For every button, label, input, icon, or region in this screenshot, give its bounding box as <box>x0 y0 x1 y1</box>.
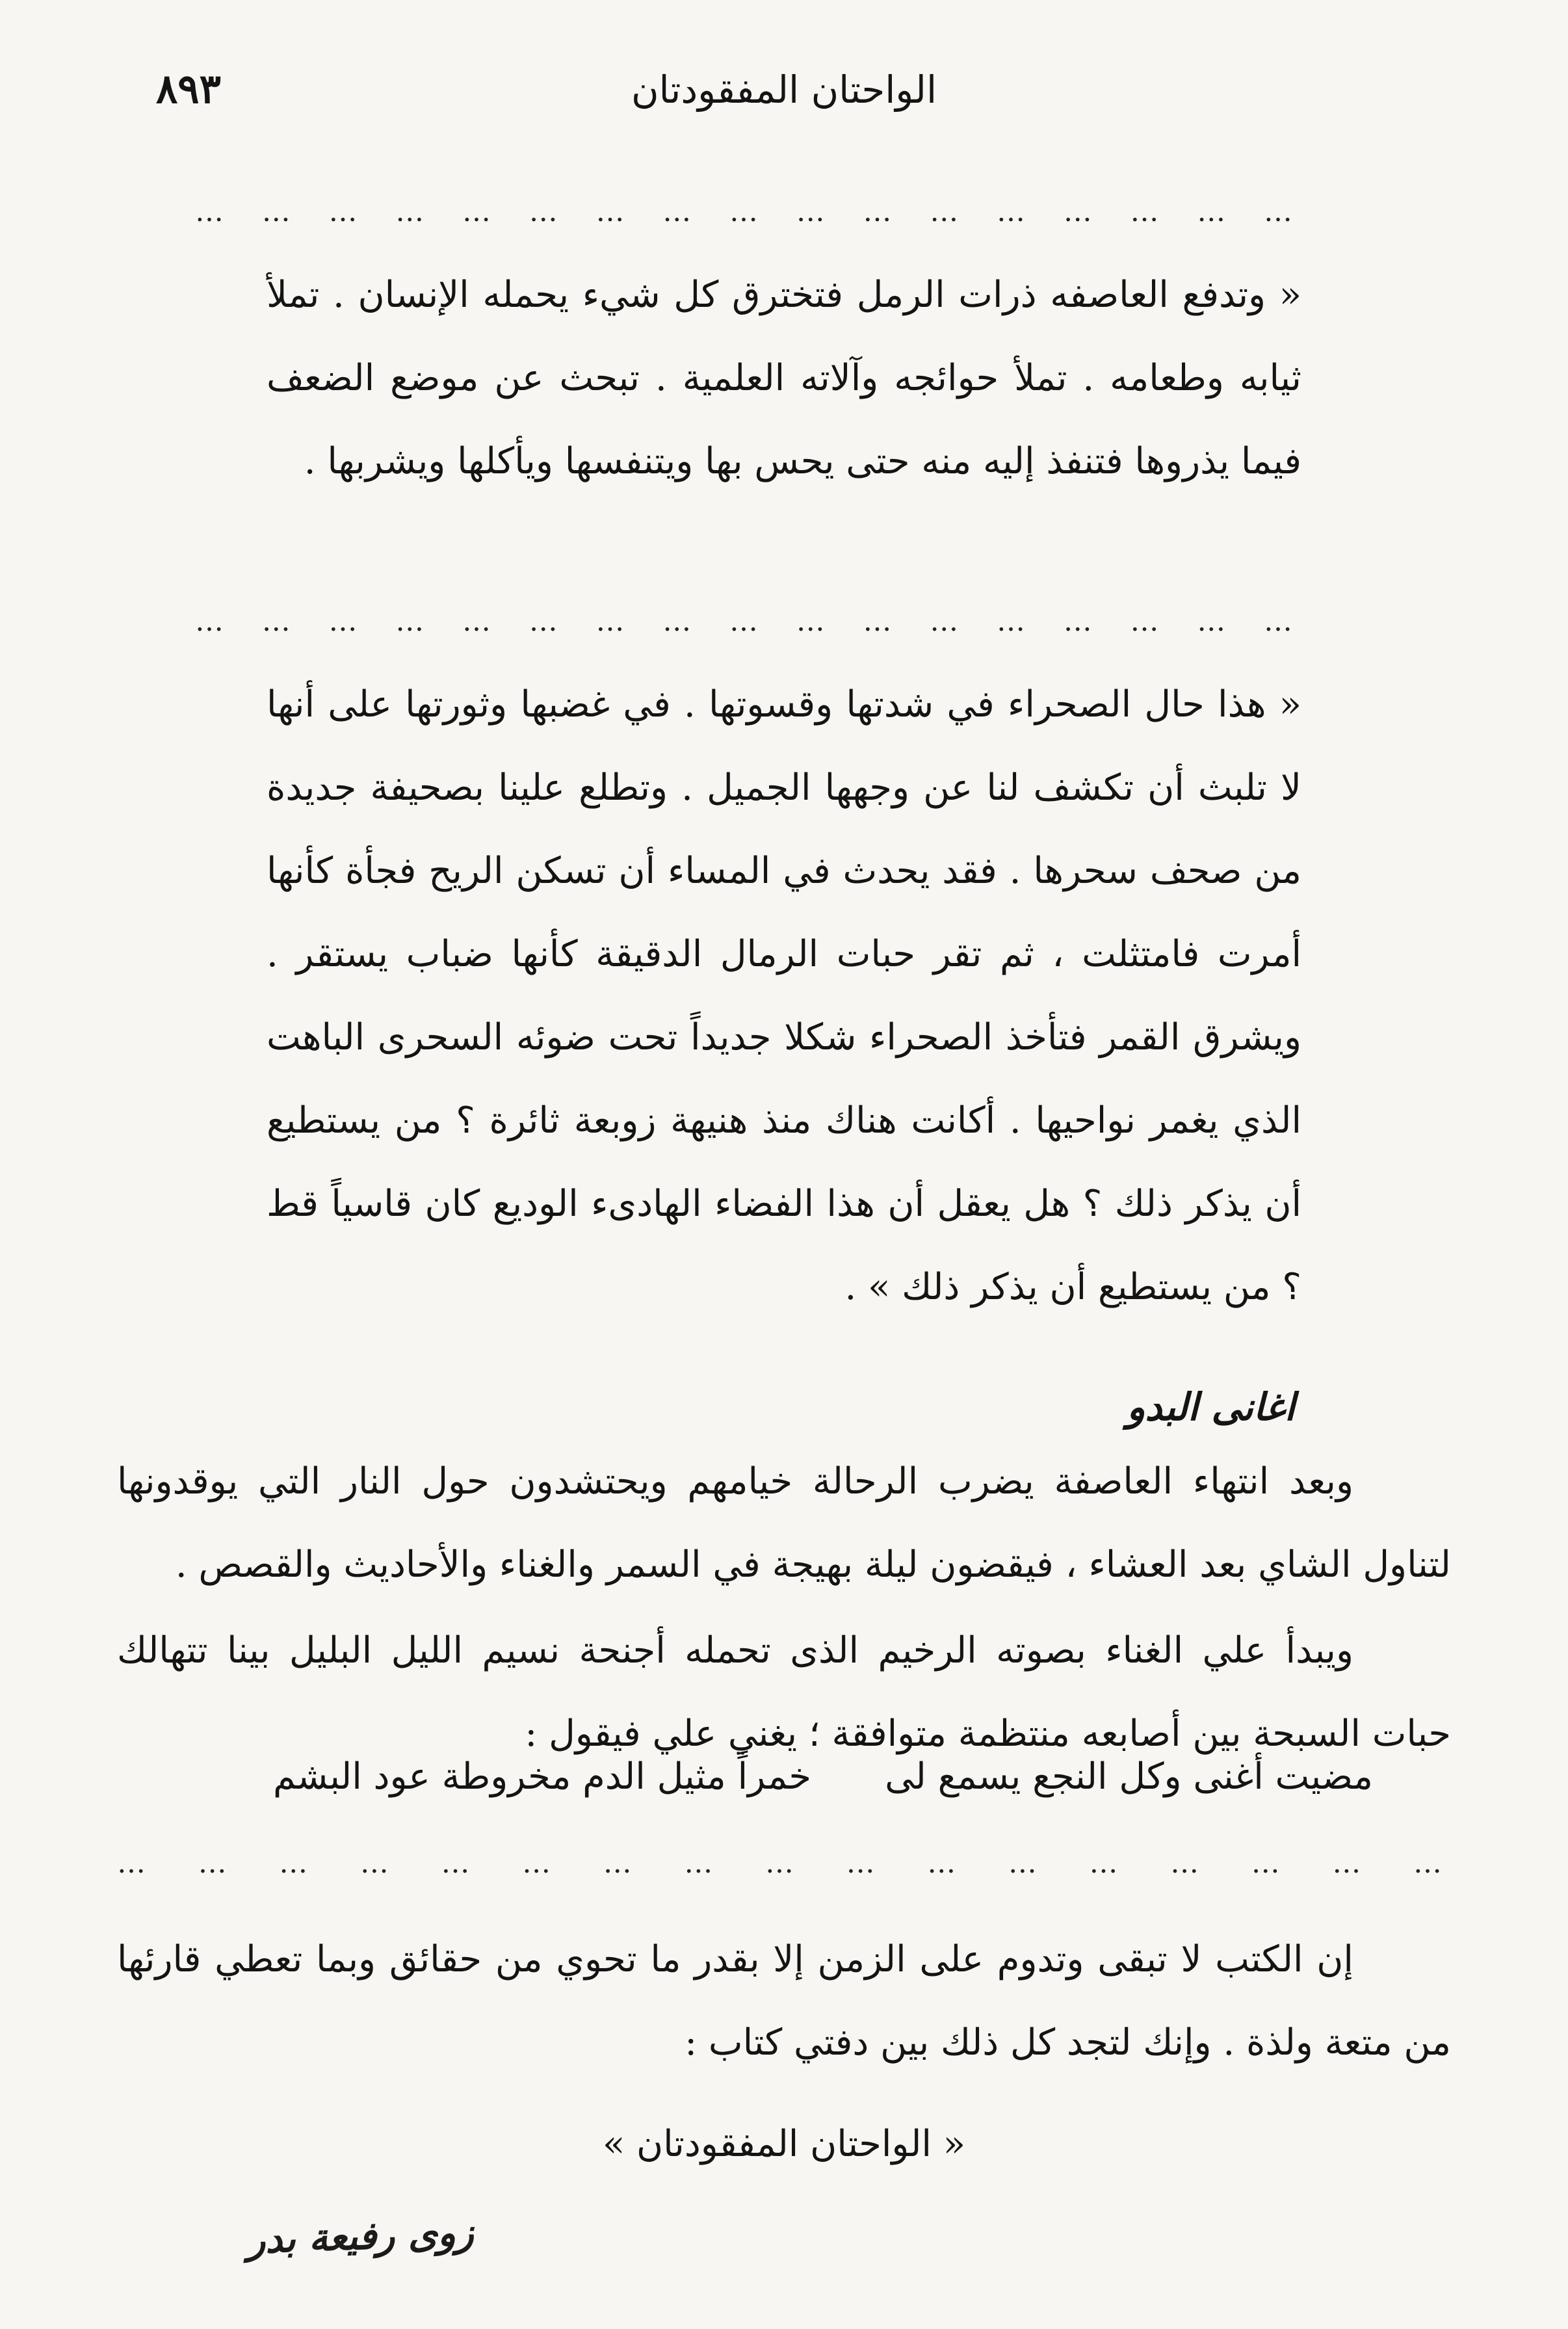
quote-paragraph: « هذا حال الصحراء في شدتها وقسوتها . في غضبها وثورتها على أنها لا تلبث أن تكشف لنا عن وجهها الجميل . وتطلع علينا بصحيفة جديدة من صحف سحرها . فقد يحدث في المساء أن تسكن الريح فجأة كأنها أمرت فامتثلت ، ثم تقر حبات الرمال الدقيقة كأنها ضباب يستقر . ويشرق القمر فتأخذ الصحراء شكلا جديداً تحت ضوئه السحرى الباهت الذي يغمر نواحيها . أكانت هناك منذ هنيهة زوبعة ثائرة ؟ من يستطيع أن يذكر ذلك ؟ هل يعقل أن هذا الفضاء الهادىء الوديع كان قاسياً قط ؟ من يستطيع أن يذكر ذلك » . <box>267 683 1301 1308</box>
running-title: الواحتان المفقودتان <box>631 68 937 112</box>
book-title: « الواحتان المفقودتان » <box>602 2123 966 2165</box>
verse-first-hemistich: مضيت أغنى وكل النجع يسمع لى <box>885 1756 1373 1798</box>
ellipsis-separator: … … … … … … … … … … … … … … … … … <box>195 195 1301 228</box>
body-paragraph: إن الكتب لا تبقى وتدوم على الزمن إلا بقدر ما تحوي من حقائق وبما تعطي قارئها من متعة ولذة . وإنك لتجد كل ذلك بين دفتي كتاب : <box>117 1938 1451 2064</box>
poem-verse <box>195 1756 1373 1827</box>
author-signature: زوى رفيعة بدر <box>246 2209 475 2263</box>
ellipsis-separator: … … … … … … … … … … … … … … … … … <box>117 1847 1451 1880</box>
body-paragraph: ويبدأ علي الغناء بصوته الرخيم الذى تحمله أجنحة نسيم الليل البليل بينا تتهالك حبات السبحة بين أصابعه منتظمة متوافقة ؛ يغني علي فيقول : <box>117 1629 1451 1755</box>
ellipsis-separator: … … … … … … … … … … … … … … … … … <box>195 605 1301 638</box>
page-header <box>156 65 1412 130</box>
page-number: ٨٩٣ <box>156 65 221 112</box>
verse-second-hemistich: خمراً مثيل الدم مخروطة عود البشم <box>273 1756 812 1798</box>
body-paragraph: وبعد انتهاء العاصفة يضرب الرحالة خيامهم ويحتشدون حول النار التي يوقدونها لتناول الشاي بعد العشاء ، فيقضون ليلة بهيجة في السمر والغناء والأحاديث والقصص . <box>117 1460 1451 1586</box>
section-heading: اغانى البدو <box>1127 1385 1295 1429</box>
quote-paragraph: « وتدفع العاصفه ذرات الرمل فتخترق كل شيء يحمله الإنسان . تملأ ثيابه وطعامه . تملأ حوائجه وآلاته العلمية . تبحث عن موضع الضعف فيما يذروها فتنفذ إليه منه حتى يحس بها ويتنفسها ويأكلها ويشربها . <box>267 274 1301 482</box>
